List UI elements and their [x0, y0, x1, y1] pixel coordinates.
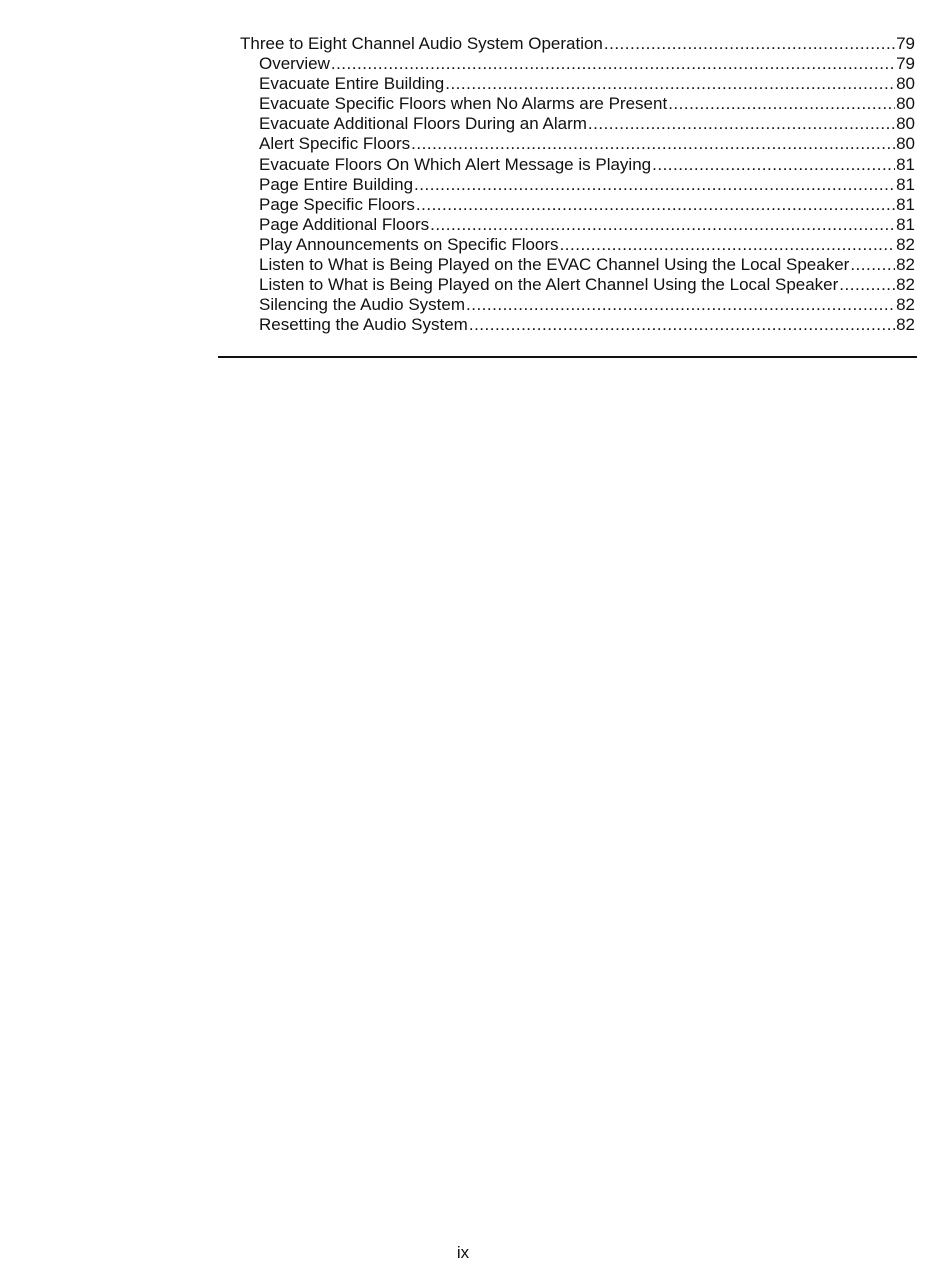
- toc-entry-title: Resetting the Audio System: [259, 315, 468, 335]
- toc-entry-title: Overview: [259, 54, 330, 74]
- toc-entry-page: 82: [896, 315, 915, 335]
- toc-entry-title: Play Announcements on Specific Floors: [259, 234, 559, 254]
- table-of-contents: [240, 34, 915, 335]
- toc-entry-page: 81: [896, 194, 915, 214]
- toc-entry-page: 82: [896, 275, 915, 295]
- dot-leader: [839, 275, 895, 295]
- dot-leader: [445, 74, 895, 94]
- toc-entry-title: Evacuate Floors On Which Alert Message is Playing: [259, 154, 652, 174]
- page-number: ix: [456, 1243, 470, 1262]
- toc-entry[interactable]: [240, 74, 915, 94]
- dot-leader: [652, 155, 895, 175]
- toc-entry-title: Listen to What is Being Played on the Alert Channel Using the Local Speaker: [259, 275, 839, 295]
- toc-entry-page: 80: [896, 74, 915, 94]
- toc-entry[interactable]: [240, 235, 915, 255]
- toc-entry[interactable]: [240, 275, 915, 295]
- toc-entry[interactable]: [240, 155, 915, 175]
- toc-entry-title: Evacuate Specific Floors when No Alarms are Present: [259, 94, 668, 114]
- toc-entry-title: Evacuate Entire Building: [259, 74, 445, 94]
- dot-leader: [560, 235, 896, 255]
- toc-entry-title: Page Specific Floors: [259, 194, 415, 214]
- dot-leader: [850, 255, 895, 275]
- toc-entry[interactable]: [240, 54, 915, 74]
- section-divider: [218, 356, 917, 358]
- toc-entry-title: Three to Eight Channel Audio System Operation: [240, 34, 603, 53]
- toc-entry-page: 81: [896, 154, 915, 174]
- dot-leader: [414, 175, 895, 195]
- toc-entry[interactable]: [240, 215, 915, 235]
- toc-entry-page: 79: [896, 34, 915, 53]
- toc-entry-page: 79: [896, 54, 915, 74]
- dot-leader: [469, 315, 895, 335]
- toc-entry[interactable]: [240, 134, 915, 154]
- toc-entry-page: 82: [896, 295, 915, 315]
- toc-entry[interactable]: [240, 315, 915, 335]
- toc-entry-page: 82: [896, 234, 915, 254]
- toc-entry-page: 81: [896, 214, 915, 234]
- toc-entry-title: Silencing the Audio System: [259, 295, 466, 315]
- toc-entry[interactable]: [240, 34, 915, 54]
- toc-entry-title: Listen to What is Being Played on the EVAC Channel Using the Local Speaker: [259, 255, 850, 275]
- toc-entry-page: 80: [896, 94, 915, 114]
- toc-entry-page: 80: [896, 134, 915, 154]
- dot-leader: [604, 34, 895, 54]
- dot-leader: [331, 54, 895, 74]
- toc-entry[interactable]: [240, 114, 915, 134]
- toc-entry[interactable]: [240, 175, 915, 195]
- toc-entry[interactable]: [240, 94, 915, 114]
- dot-leader: [588, 114, 895, 134]
- toc-entry-page: 81: [896, 174, 915, 194]
- toc-entry-title: Page Additional Floors: [259, 214, 430, 234]
- toc-entry[interactable]: [240, 255, 915, 275]
- dot-leader: [411, 134, 895, 154]
- toc-entry-page: 82: [896, 255, 915, 275]
- toc-entry-page: 80: [896, 114, 915, 134]
- toc-entry-title: Alert Specific Floors: [259, 134, 411, 154]
- dot-leader: [430, 215, 895, 235]
- dot-leader: [466, 295, 895, 315]
- toc-entry-title: Evacuate Additional Floors During an Alarm: [259, 114, 587, 134]
- toc-entry[interactable]: [240, 195, 915, 215]
- dot-leader: [668, 94, 895, 114]
- toc-entry[interactable]: [240, 295, 915, 315]
- toc-entry-title: Page Entire Building: [259, 174, 414, 194]
- dot-leader: [416, 195, 895, 215]
